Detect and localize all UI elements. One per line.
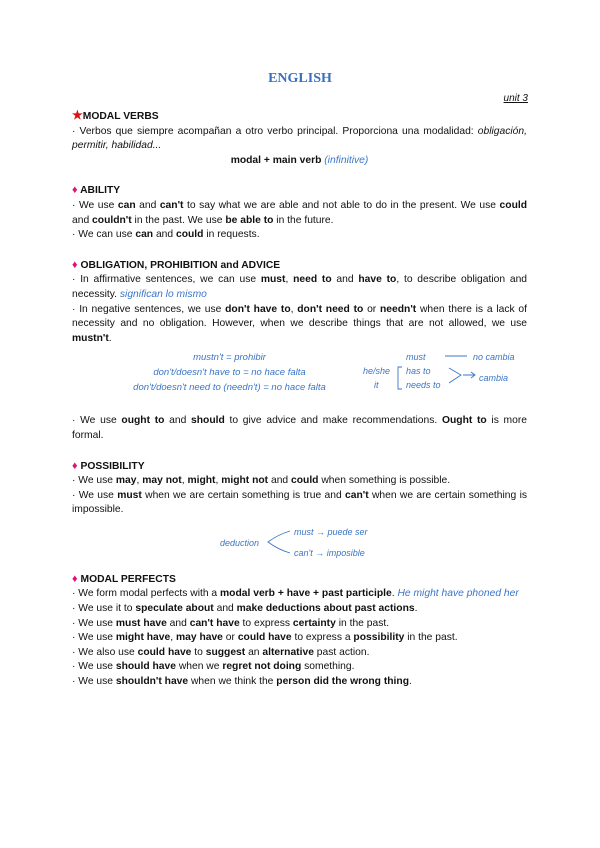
section-heading-ability: ♦ ABILITY (72, 184, 121, 197)
diamond-icon: ♦ (72, 184, 78, 197)
deduction-handwritten-notes: deduction must → puede ser can't → imposible (72, 522, 527, 566)
perfects-line-7: · We use shouldn't have when we think the person did the wrong thing. (72, 676, 412, 688)
deduction-branch (72, 522, 372, 566)
diamond-icon: ♦ (72, 459, 78, 472)
perfects-line-6: · We use should have when we regret not doing something. (72, 661, 355, 673)
diamond-icon: ♦ (72, 258, 78, 271)
possibility-line-2: · We use must when we are certain something is true and can't when we are certain something is impossible. (72, 489, 528, 516)
ability-line-2: · We can use can and could in requests. (72, 229, 260, 241)
ability-line-1: · We use can and can't to say what we are able and not able to do in the present. We use could and couldn't in the past. We use be able to in the future. (72, 199, 528, 226)
obligation-line-3: · We use ought to and should to give advice and make recommendations. Ought to is more formal. (72, 415, 528, 441)
section-heading-modal-verbs: ★MODAL VERBS (72, 108, 159, 122)
obligation-handwritten-notes (72, 350, 527, 410)
possibility-line-1: · We use may, may not, might, might not and could when something is possible. (72, 475, 451, 487)
perfects-line-4: · We use might have, may have or could have to express a possibility in the past. (72, 632, 458, 644)
modal-description: · Verbos que siempre acompañan a otro verbo principal. Proporciona una modalidad: obligación, permitir, habilidad... (72, 125, 527, 152)
diamond-icon: ♦ (72, 572, 78, 585)
section-heading-obligation: ♦ OBLIGATION, PROHIBITION and ADVICE (72, 258, 281, 271)
perfects-line-2: · We use it to speculate about and make deductions about past actions. (72, 603, 418, 615)
notes-right: must no cambia he/she it has to needs to cambia (357, 350, 527, 400)
perfects-line-1: · We form modal perfects with a modal verb + have + past participle. He might have phoned her (72, 588, 519, 600)
notes-arrows (357, 350, 527, 400)
obligation-line-2: · In negative sentences, we use don't have to, don't need to or needn't when there is a lack of necessity and no obligation. However, when we describe things that are not allowed, we use mustn't. (72, 303, 527, 344)
obligation-line-1: · In affirmative sentences, we can use must, need to and have to, to describe obligation and necessity. significan lo mismo (72, 274, 528, 300)
document-title: ENGLISH (268, 71, 332, 86)
section-heading-possibility: ♦ POSSIBILITY (72, 459, 145, 472)
document-body (72, 108, 527, 690)
unit-label: unit 3 (503, 93, 528, 104)
modal-formula: modal + main verb (infinitive) (230, 154, 369, 166)
star-icon: ★ (72, 108, 83, 122)
perfects-line-5: · We also use could have to suggest an alternative past action. (72, 646, 370, 658)
section-heading-modal-perfects: ♦ MODAL PERFECTS (72, 572, 176, 585)
notes-left: mustn't = prohibir don't/doesn't have to = no hace falta don't/doesn't need to (needn't) = no hace falta (133, 352, 326, 394)
perfects-line-3: · We use must have and can't have to express certainty in the past. (72, 617, 390, 629)
